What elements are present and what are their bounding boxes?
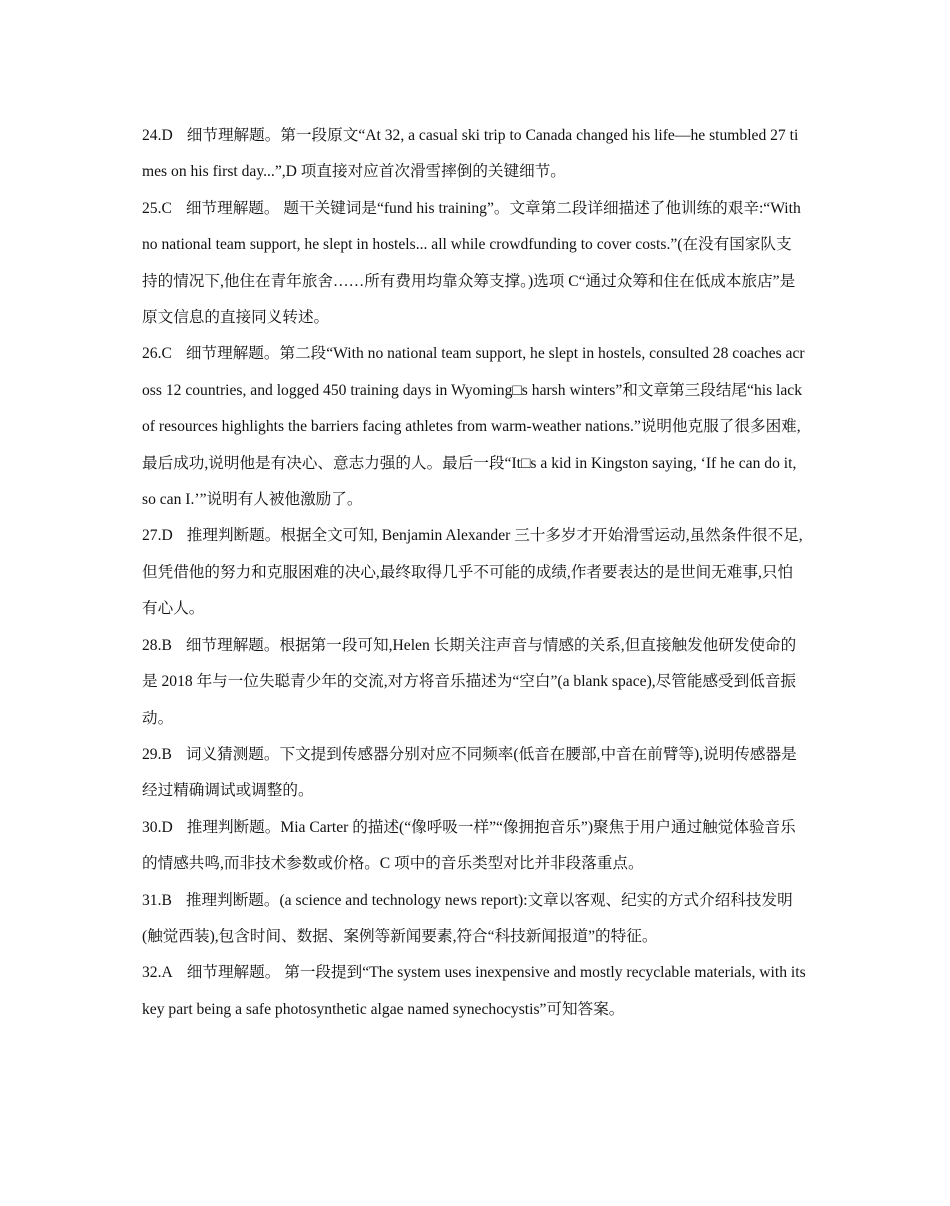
question-type: 细节理解题。 [186, 127, 281, 144]
question-number: 27.D [142, 527, 173, 545]
question-type: 词义猜测题。 [185, 745, 280, 763]
question-type: 推理判断题。 [186, 818, 281, 836]
question-type: 推理判断题。 [185, 891, 280, 909]
explanation-text: 根据全文可知, Benjamin Alexander 三十多岁才开始滑雪运动,虽然条件很不足,但凭借他的努力和克服困难的决心,最终取得几乎不可能的成绩,作者要表达的是世间无难事,只怕有心人。 [142, 527, 803, 618]
answer-entry-28 [142, 628, 806, 737]
explanation-text: 根据第一段可知,Helen 长期关注声音与情感的关系,但直接触发他研发使命的是 2018 年与一位失聪青少年的交流,对方将音乐描述为“空白”(a blank space),尽管能感受到低音振动。 [142, 636, 797, 727]
question-number: 28.B [142, 636, 172, 654]
answer-entry-26 [142, 336, 806, 518]
question-type: 推理判断题。 [186, 527, 281, 545]
question-number: 31.B [142, 891, 172, 909]
question-type: 细节理解题。 [185, 199, 280, 217]
explanation-text: Mia Carter 的描述(“像呼吸一样”“像拥抱音乐”)聚焦于用户通过触觉体验音乐的情感共鸣,而非技术参数或价格。C 项中的音乐类型对比并非段落重点。 [142, 818, 796, 873]
answer-entry-27 [142, 518, 806, 627]
explanation-text: (a science and technology news report):文章以客观、纪实的方式介绍科技发明(触觉西装),包含时间、数据、案例等新闻要素,符合“科技新闻报道”的特征。 [142, 891, 793, 945]
explanation-text: 下文提到传感器分别对应不同频率(低音在腰部,中音在前臂等),说明传感器是经过精确调试或调整的。 [142, 745, 797, 800]
answer-entry-29 [142, 737, 806, 810]
question-number: 26.C [142, 345, 172, 363]
explanation-text: 第一段原文“At 32, a casual ski trip to Canada changed his life—he stumbled 27 times on his first day...”,D 项直接对应首次滑雪摔倒的关键细节。 [142, 127, 799, 181]
answer-explanations [142, 118, 806, 1028]
question-number: 25.C [142, 199, 172, 217]
question-number: 32.A [142, 964, 173, 982]
question-type: 细节理解题。 [185, 636, 280, 654]
explanation-text: 题干关键词是“fund his training”。文章第二段详细描述了他训练的艰辛:“With no national team support, he slept in hostels... all while crowdfunding to cover costs.”(在没有国家队支持的情况下,他住在青年旅舍……所有费用均靠众筹支撑。)选项 C“通过众筹和住在低成本旅店”是原文信息的直接同义转述。 [142, 199, 801, 327]
explanation-text: 第一段提到“The system uses inexpensive and mostly recyclable materials, with its key part being a safe photosynthetic algae named synechocystis”可知答案。 [142, 964, 806, 1018]
question-type: 细节理解题。 [186, 964, 281, 982]
answer-entry-30 [142, 810, 806, 883]
question-number: 24.D [142, 127, 173, 144]
question-number: 30.D [142, 818, 173, 836]
answer-entry-31 [142, 883, 806, 956]
answer-entry-25 [142, 191, 806, 337]
answer-entry-32 [142, 955, 806, 1028]
answer-entry-24 [142, 118, 806, 191]
question-number: 29.B [142, 745, 172, 763]
explanation-text: 第二段“With no national team support, he slept in hostels, consulted 28 coaches across 12 countries, and logged 450 training days in Wyoming□s harsh winters”和文章第三段结尾“his lack of resources highlights the barriers facing athletes from warm-weather nations.”说明他克服了很多困难,最后成功,说明他是有决心、意志力强的人。最后一段“It□s a kid in Kingston saying, ‘If he can do it, so can I.’”说明有人被他激励了。 [142, 345, 805, 509]
question-type: 细节理解题。 [185, 345, 280, 363]
